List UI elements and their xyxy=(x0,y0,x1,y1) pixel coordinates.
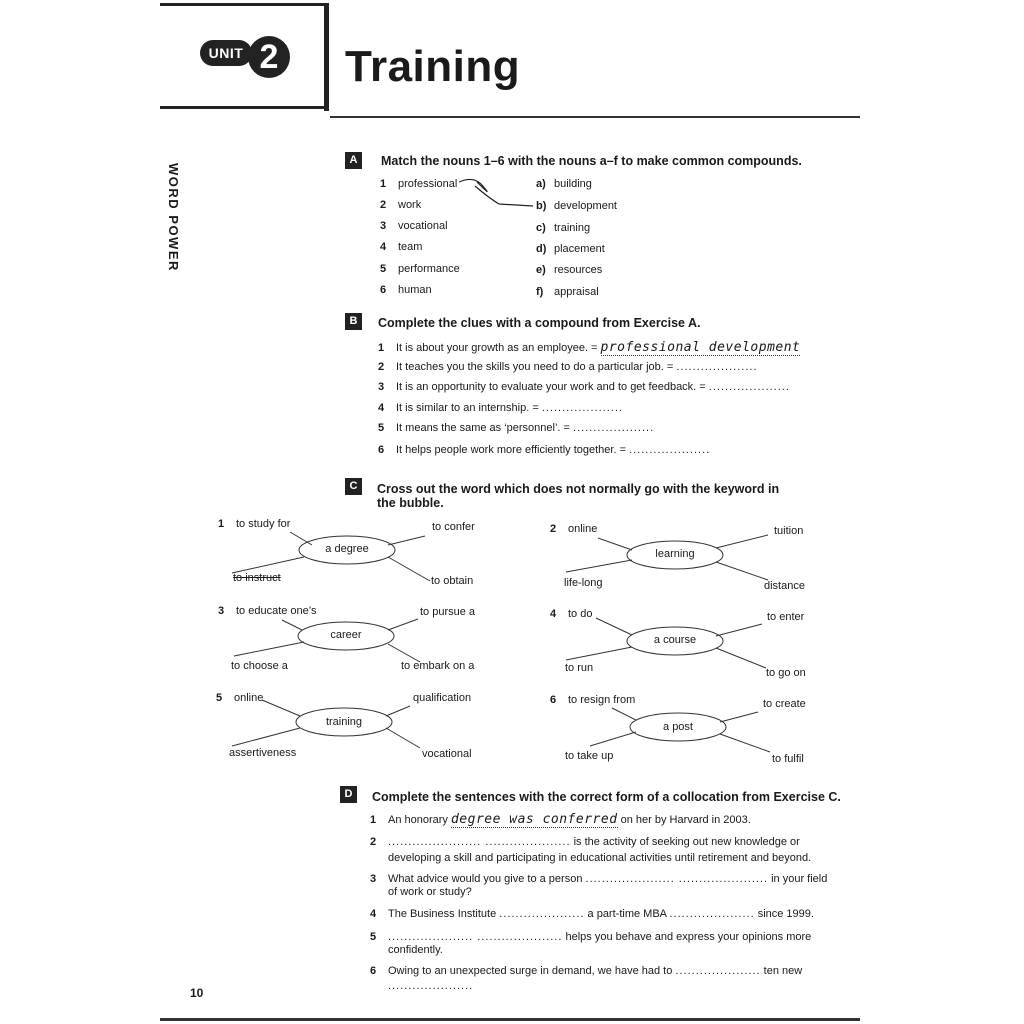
section-a-instruction: Match the nouns 1–6 with the nouns a–f to make common compounds. xyxy=(381,154,802,168)
handwritten-answer: professional development xyxy=(600,340,801,355)
list-item: 2 It teaches you the skills you need to do a particular job. = .................... xyxy=(378,361,758,373)
answer-blank[interactable]: ...................... ...................... xyxy=(585,873,769,885)
answer-blank[interactable]: ....................... ..................... xyxy=(388,836,571,848)
bubble-word[interactable]: to obtain xyxy=(431,575,474,587)
list-item: d) placement xyxy=(536,243,605,255)
answer-blank[interactable]: .................... xyxy=(629,444,711,456)
bubble-keyword: career xyxy=(330,629,362,641)
section-b-instruction: Complete the clues with a compound from Exercise A. xyxy=(378,316,701,330)
page-number: 10 xyxy=(190,986,204,1000)
bubble-5-number-word: 5 online xyxy=(216,692,264,704)
answer-blank[interactable]: .................... xyxy=(541,402,623,414)
list-item: 4 The Business Institute ..................... a part-time MBA ..................... since 1999. xyxy=(370,908,814,920)
section-b-letter: B xyxy=(345,313,362,330)
bubble-2-number-word: 2 online xyxy=(550,523,598,535)
answer-blank[interactable]: ..................... xyxy=(388,980,474,992)
list-item: b) development xyxy=(536,200,617,212)
bubble-word[interactable]: to pursue a xyxy=(420,606,476,618)
bubble-keyword: learning xyxy=(655,548,695,560)
bubble-word[interactable]: to fulfil xyxy=(772,753,804,765)
list-item: 4 team xyxy=(380,241,423,253)
bubble-word[interactable]: to choose a xyxy=(231,660,288,672)
bubble-word[interactable]: to take up xyxy=(565,750,614,762)
answer-blank[interactable]: ..................... xyxy=(675,965,761,977)
bubble-word[interactable]: distance xyxy=(764,580,805,592)
section-d-letter: D xyxy=(340,786,357,803)
bubble-word[interactable]: qualification xyxy=(413,692,472,704)
list-item: 2 work xyxy=(380,199,422,211)
bubble-word[interactable]: to go on xyxy=(766,667,806,679)
list-item: e) resources xyxy=(536,264,603,276)
bottom-rule xyxy=(160,1018,860,1021)
section-c-instruction: Cross out the word which does not normally go with the keyword in the bubble. xyxy=(377,482,780,510)
list-item: 1 professional xyxy=(380,178,458,190)
list-item: 2 ....................... ..................... is the activity of seeking out new knowledge or xyxy=(370,836,800,848)
list-item: 5 It means the same as ‘personnel’. = .................... xyxy=(378,422,655,434)
list-item-continuation: developing a skill and participating in educational activities until retirement and beyond. xyxy=(388,852,812,864)
bubble-4-number-word: 4 to do xyxy=(550,608,593,620)
unit-number: 2 xyxy=(248,36,290,78)
side-label: WORD POWER xyxy=(166,163,181,272)
list-item: f) appraisal xyxy=(536,286,599,298)
list-item: 6 It helps people work more efficiently together. = .................... xyxy=(378,444,711,456)
handwritten-answer: degree was conferred xyxy=(450,812,618,827)
bubble-3-number-word: 3 to educate one’s xyxy=(218,605,317,617)
answer-blank[interactable]: ..................... ..................... xyxy=(388,931,563,943)
list-item: c) training xyxy=(536,222,591,234)
list-item: a) building xyxy=(536,178,592,190)
list-item: 1 An honorary degree was conferred on her by Harvard in 2003. xyxy=(370,812,751,827)
crossed-out-word[interactable]: to instruct xyxy=(233,572,281,584)
list-item: 6 human xyxy=(380,284,432,296)
answer-blank[interactable]: .................... xyxy=(708,381,790,393)
list-item: 3 vocational xyxy=(380,220,448,232)
bubble-word[interactable]: life-long xyxy=(564,577,603,589)
answer-blank[interactable]: ..................... xyxy=(499,908,585,920)
bubble-word[interactable]: tuition xyxy=(774,525,804,537)
list-item-continuation: confidently. xyxy=(388,944,443,956)
bubble-6-number-word: 6 to resign from xyxy=(550,694,636,706)
answer-blank[interactable]: .................... xyxy=(573,422,655,434)
answer-blank[interactable]: ..................... xyxy=(669,908,755,920)
answer-blank[interactable]: .................... xyxy=(676,361,758,373)
bubble-keyword: training xyxy=(325,716,363,728)
list-item: 3 What advice would you give to a person ...................... ...................... in your field xyxy=(370,873,828,885)
page-title: Training xyxy=(345,42,521,91)
section-a-letter: A xyxy=(345,152,362,169)
bubble-1-number-word: 1 to study for xyxy=(218,518,291,530)
list-item: 5 ..................... ..................... helps you behave and express your opinions more xyxy=(370,931,812,943)
bubble-word[interactable]: to create xyxy=(763,698,806,710)
list-item: 6 Owing to an unexpected surge in demand, we have had to ..................... ten new xyxy=(370,965,803,977)
unit-label: UNIT xyxy=(200,40,252,66)
bubble-word[interactable]: vocational xyxy=(422,748,472,760)
bubble-keyword: a course xyxy=(653,634,697,646)
bubble-word[interactable]: to run xyxy=(565,662,594,674)
bubble-keyword: a post xyxy=(663,721,693,733)
bubble-word[interactable]: to embark on a xyxy=(401,660,475,672)
list-item: 5 performance xyxy=(380,263,460,275)
list-item-continuation: of work or study? xyxy=(388,886,472,898)
bubble-keyword: a degree xyxy=(325,543,369,555)
section-c-letter: C xyxy=(345,478,362,495)
list-item: 1 It is about your growth as an employee. = professional development xyxy=(378,340,801,355)
list-item: 4 It is similar to an internship. = .................... xyxy=(378,402,623,414)
bubble-word[interactable]: assertiveness xyxy=(229,747,297,759)
bubble-word[interactable]: to enter xyxy=(767,611,805,623)
list-item: 3 It is an opportunity to evaluate your work and to get feedback. = .................... xyxy=(378,381,790,393)
bubble-word[interactable]: to confer xyxy=(432,521,475,533)
section-d-instruction: Complete the sentences with the correct form of a collocation from Exercise C. xyxy=(372,790,841,804)
